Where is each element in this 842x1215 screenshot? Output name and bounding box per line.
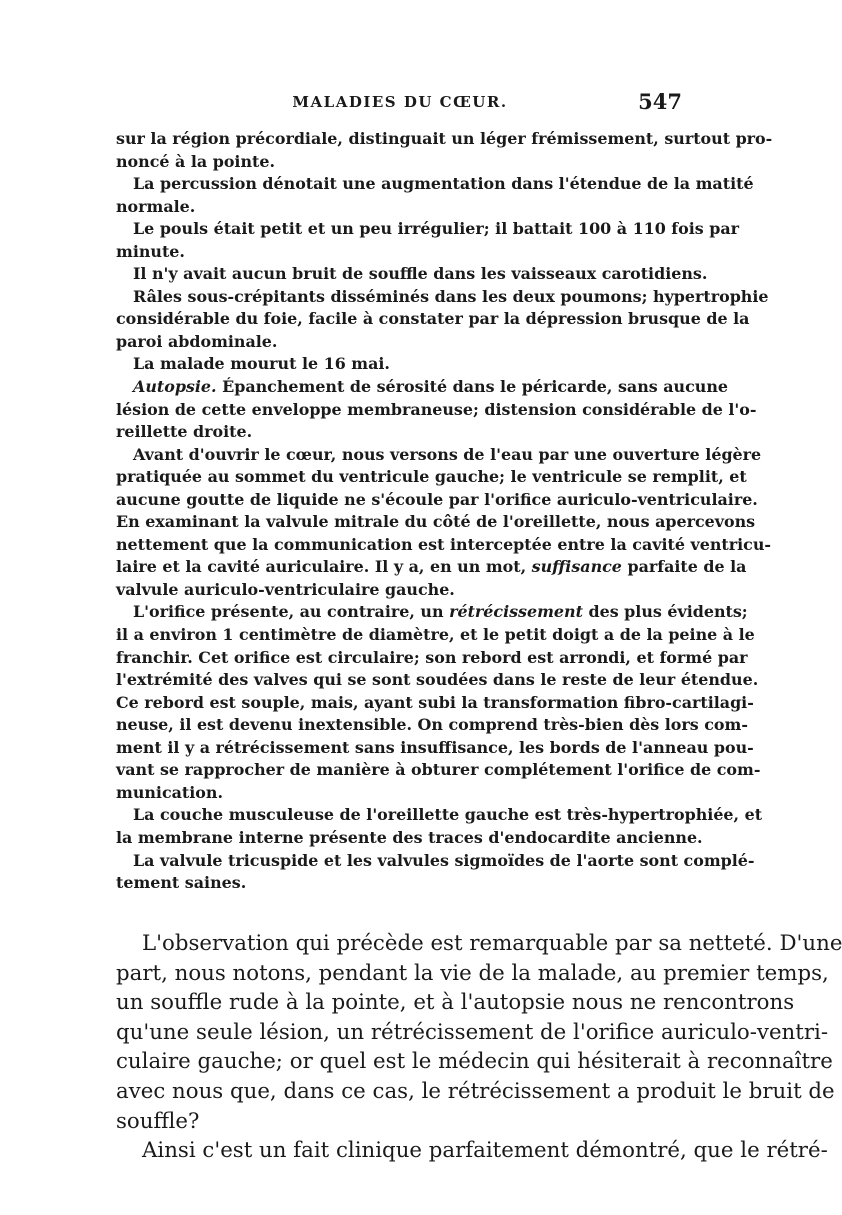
text-line: avec nous que, dans ce cas, le rétrécissement a produit le bruit de (116, 1078, 835, 1104)
text-line: normale. (116, 196, 196, 216)
text-line: paroi abdominale. (116, 331, 278, 351)
text-line: franchir. Cet orifice est circulaire; son rebord est arrondi, et formé par (116, 647, 748, 667)
text-line: il a environ 1 centimètre de diamètre, et le petit doigt a de la peine à le (116, 625, 755, 645)
running-title: MALADIES DU CŒUR. (292, 93, 508, 111)
text-line: La malade mourut le 16 mai. (133, 354, 390, 374)
autopsie-heading: Autopsie. (133, 377, 217, 397)
text-line: Avant d'ouvrir le cœur, nous versons de l'eau par une ouverture légère (133, 444, 762, 464)
text-line: La couche musculeuse de l'oreillette gauche est très-hypertrophiée, et (133, 805, 763, 825)
text-segment: des plus évidents; (582, 602, 748, 622)
text-line: qu'une seule lésion, un rétrécissement de l'orifice auriculo-ventri- (116, 1019, 829, 1045)
emphasis-retrecissement: rétrécissement (449, 602, 583, 622)
text-line: reillette droite. (116, 422, 253, 442)
text-line: noncé à la pointe. (116, 151, 275, 171)
text-segment: L'orifice présente, au contraire, un (133, 602, 444, 622)
text-line: valvule auriculo-ventriculaire gauche. (116, 579, 455, 599)
text-line: Ainsi c'est un fait clinique parfaitement démontré, que le rétré- (142, 1138, 828, 1164)
text-line: Le pouls était petit et un peu irrégulier; il battait 100 à 110 fois par (133, 219, 740, 239)
text-line: sur la région précordiale, distinguait un léger frémissement, surtout pro- (116, 129, 773, 148)
text-line: La valvule tricuspide et les valvules sigmoïdes de l'aorte sont complé- (133, 850, 755, 870)
text-line: Ce rebord est souple, mais, ayant subi la transformation fibro-cartilagi- (116, 692, 754, 712)
text-line (116, 601, 748, 624)
text-segment: laire et la cavité auriculaire. Il y a, en un mot, (116, 557, 527, 577)
text-line: l'extrémité des valves qui se sont soudées dans le reste de leur étendue. (116, 670, 759, 690)
text-line: lésion de cette enveloppe membraneuse; distension considérable de l'o- (116, 399, 757, 419)
text-line: L'observation qui précède est remarquable par sa netteté. D'une (142, 931, 842, 956)
text-line: part, nous notons, pendant la vie de la malade, au premier temps, (116, 960, 829, 986)
text-line: la membrane interne présente des traces d'endocardite ancienne. (116, 827, 703, 847)
text-line: munication. (116, 782, 223, 802)
case-report-text (116, 128, 773, 895)
text-line (116, 556, 747, 579)
text-line: nettement que la communication est interceptée entre la cavité ventricu- (116, 534, 771, 554)
text-line: aucune goutte de liquide ne s'écoule par l'orifice auriculo-ventriculaire. (116, 489, 758, 509)
text-line: souffle? (116, 1108, 200, 1134)
text-line: En examinant la valvule mitrale du côté de l'oreillette, nous apercevons (116, 512, 756, 532)
text-line: tement saines. (116, 873, 247, 893)
text-line: ment il y a rétrécissement sans insuffisance, les bords de l'anneau pou- (116, 737, 754, 757)
page-number: 547 (638, 89, 682, 114)
text-line: pratiquée au sommet du ventricule gauche; le ventricule se remplit, et (116, 467, 747, 487)
running-head (118, 89, 682, 127)
text-line: neuse, il est devenu inextensible. On comprend très-bien dès lors com- (116, 715, 748, 735)
text-line (116, 376, 728, 399)
text-line: minute. (116, 241, 185, 261)
commentary-text (116, 929, 842, 1166)
text-segment: Épanchement de sérosité dans le péricarde, sans aucune (216, 377, 728, 397)
text-line: vant se rapprocher de manière à obturer complétement l'orifice de com- (116, 760, 761, 780)
text-line: un souffle rude à la pointe, et à l'autopsie nous ne rencontrons (116, 990, 795, 1016)
text-line: Râles sous-crépitants disséminés dans les deux poumons; hypertrophie (133, 286, 769, 306)
text-line: La percussion dénotait une augmentation dans l'étendue de la matité (133, 174, 754, 194)
emphasis-suffisance: suffisance (531, 557, 622, 577)
text-segment: parfaite de la (621, 557, 747, 577)
text-line: culaire gauche; or quel est le médecin qui hésiterait à reconnaître (116, 1049, 833, 1075)
text-line: Il n'y avait aucun bruit de souffle dans les vaisseaux carotidiens. (133, 264, 708, 284)
text-line: considérable du foie, facile à constater par la dépression brusque de la (116, 309, 750, 329)
